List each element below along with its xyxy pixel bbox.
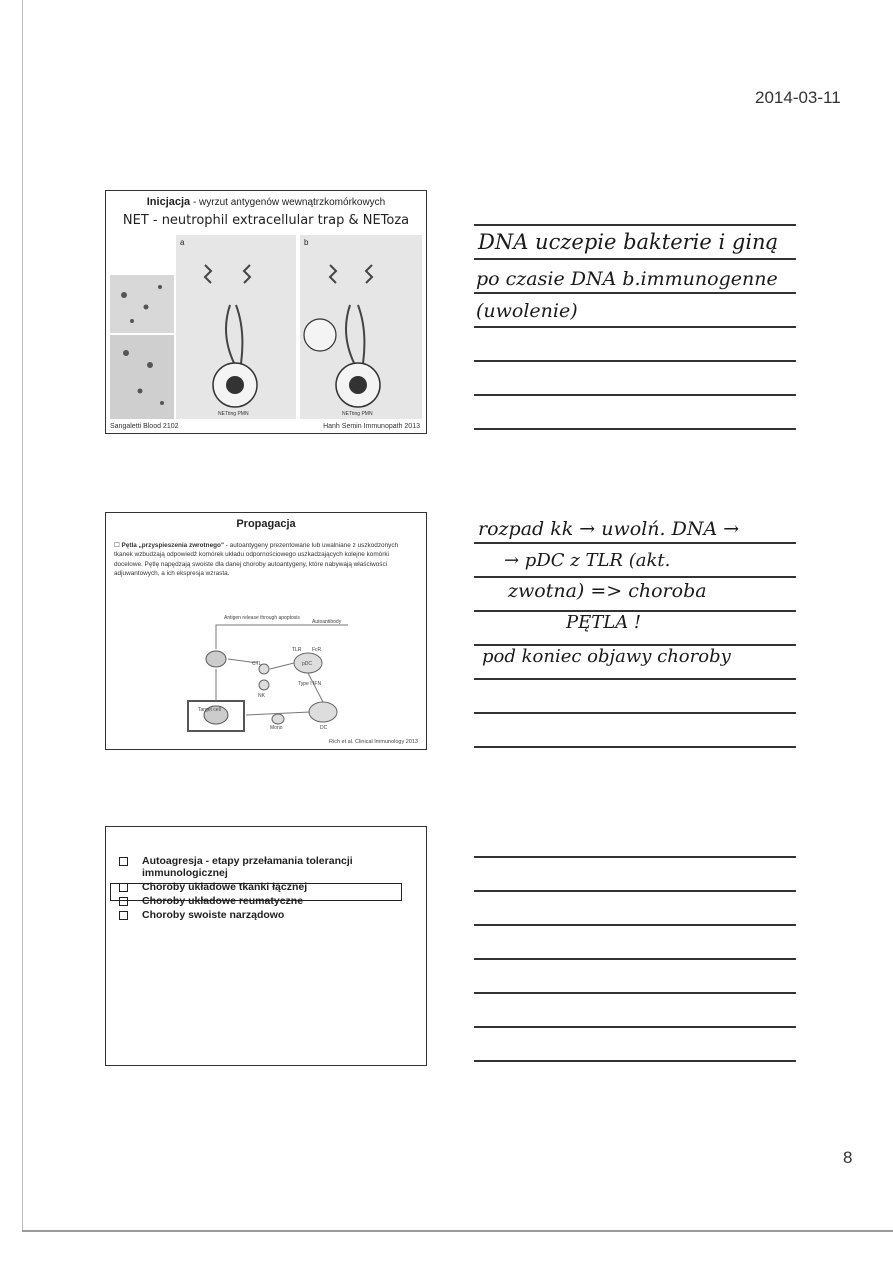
slide-title-rest: - wyrzut antygenów wewnątrzkomórkowych [190, 197, 386, 208]
slide-title-main: Inicjacja [146, 196, 191, 208]
source-left: Sangaletti Blood 2102 [110, 423, 179, 430]
source-right: Hanh Semin Immunopath 2013 [323, 423, 420, 430]
handwritten-note: po czasie DNA b.immunogenne [476, 268, 778, 290]
slide-title: Propagacja [236, 518, 296, 530]
netting-label-a: NETting PMN [218, 411, 249, 417]
handwritten-note: (uwolenie) [476, 300, 578, 322]
slide-initiation [105, 190, 427, 434]
feedback-loop-diagram [158, 607, 368, 733]
label-target-cell: Target cell [198, 707, 221, 713]
list-item: Choroby układowe tkanki łącznej [116, 881, 426, 893]
slide-propagation [105, 512, 427, 750]
list-item: Choroby układowe reumatyczne [116, 895, 426, 907]
current-topic-highlight [110, 883, 402, 901]
label-nk: NK [258, 693, 265, 699]
label-dc: DC [320, 725, 328, 731]
panel-a-label: a [180, 238, 185, 247]
panel-b-label: b [304, 238, 309, 247]
handwritten-note: pod koniec objawy choroby [482, 646, 731, 667]
page-edge [22, 0, 23, 1230]
handwritten-note: rozpad kk → uwolń. DNA → [478, 518, 740, 540]
label-tlr: TLR [292, 647, 302, 653]
bullet-text: - autoantygeny prezentowane lub uwalniane z uszkodzonych tkanek wzbudzają odpowiedź komórek układu odpornościowego uszkadzających kolejne komórki docelowe. Pętlę napędzają swoiste dla danej choroby autoantygeny, które nabywają właściwości adjuwantowych, a ich ekspresja wzrasta. [114, 542, 399, 578]
slide-title [106, 196, 426, 208]
label-fcr: FcR [312, 647, 322, 653]
label-mono: Mono [270, 725, 283, 731]
bullet-lead: Pętla „przyspieszenia zwrotnego" [121, 542, 224, 549]
label-ctl: CTL [252, 661, 262, 667]
micrograph-bottom [110, 335, 174, 419]
checkbox-icon [119, 911, 128, 920]
handwritten-note: → pDC z TLR (akt. [504, 550, 671, 571]
handwritten-note: PĘTLA ! [566, 612, 642, 633]
print-date: 2014-03-11 [755, 88, 841, 107]
bullet-box-icon: ☐ [114, 542, 122, 549]
netting-label-b: NETting PMN [342, 411, 373, 417]
checkbox-icon [119, 857, 128, 866]
handwritten-note: DNA uczepie bakterie i giną [478, 230, 779, 254]
page-number: 8 [843, 1148, 853, 1167]
list-item: Autoagresja - etapy przełamania tolerancji immunologicznej [116, 855, 426, 879]
handwritten-note: zwotna) => choroba [508, 580, 707, 602]
slide-subtitle: NET - neutrophil extracellular trap & NEToza [122, 213, 410, 228]
source: Rich et al. Clinical Immunology 2013 [329, 739, 418, 745]
label-antigen-release: Antigen release through apoptosis [224, 615, 300, 621]
dc-cell [309, 702, 337, 722]
label-type1-ifn: Type I IFN [298, 681, 322, 687]
label-pdc: pDC [302, 661, 313, 667]
net-diagram-figure [110, 235, 422, 419]
micrograph-top [110, 275, 174, 333]
label-autoantibody: Autoantibody [312, 619, 342, 625]
page-edge-bottom [22, 1230, 893, 1232]
slide-bullet [114, 541, 418, 579]
list-item: Choroby swoiste narządowo [116, 909, 426, 921]
slide-outline [105, 826, 427, 1066]
